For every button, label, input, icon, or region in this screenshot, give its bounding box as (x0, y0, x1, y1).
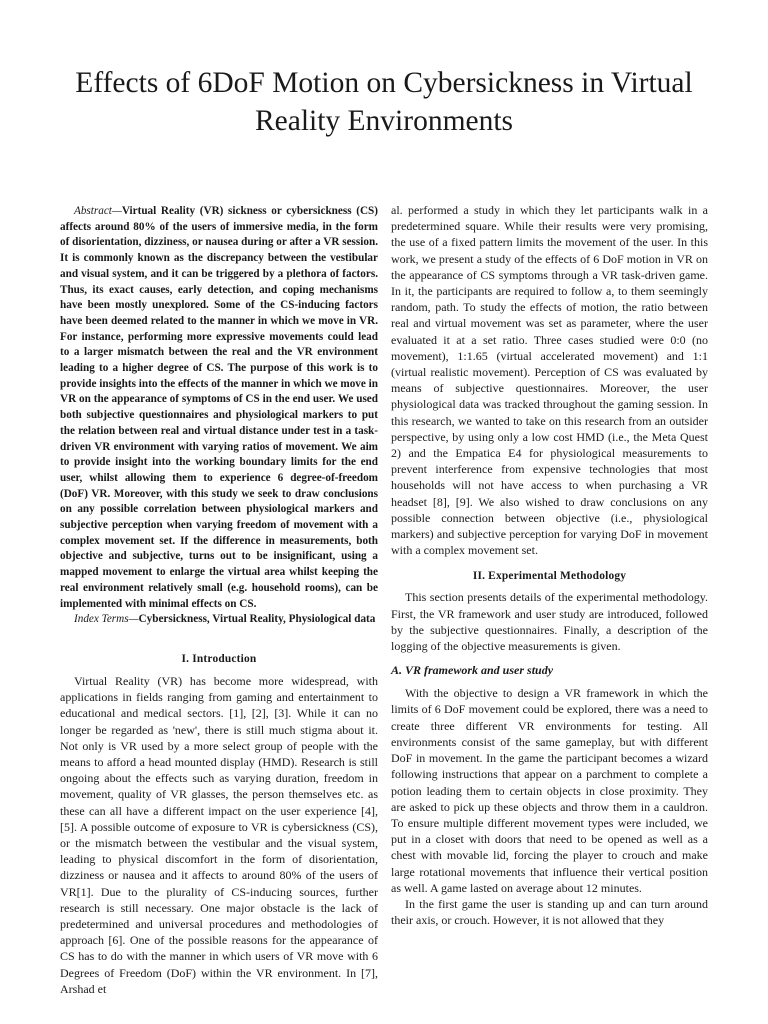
abstract (60, 204, 378, 612)
intro-paragraph: Virtual Reality (VR) has become more widespread, with applications in fields ranging from gaming and entertainment to educational and medical sectors. [1], [2], [3]. While it can no longer be regarded as 'new', there is still much stigma about it. Not only is VR used by a more select group of people with the means to afford a head mounted display (HMD). Research is still ongoing about the effects such as varying duration, freedom in movement, quality of VR glasses, the person themselves etc. as these can all have a different impact on the user experience [4], [5]. A possible outcome of exposure to VR is cybersickness (CS), or the mismatch between the vestibular and the visual system, leading to physical discomfort in the form of disorientation, dizziness or nausea and it affects to around 80% of the users of VR[1]. Due to the plurality of CS-inducing sources, further research is still necessary. One major obstacle is the lack of predetermined and universal procedures and methodologies of approach [6]. One of the possible reasons for the appearance of CS has to do with the manner in which users of VR move with 6 Degrees of Freedom (DoF) within the VR environment. In [7], Arshad et (60, 673, 378, 996)
subsection-a-heading: A. VR framework and user study (391, 663, 554, 678)
left-column (60, 204, 378, 997)
paper-title: Effects of 6DoF Motion on Cybersickness in Virtual Reality Environments (75, 67, 693, 137)
abstract-text: Virtual Reality (VR) sickness or cybersickness (CS) affects around 80% of the users of immersive media, in the form of disorientation, dizziness, or nausea during or after a VR session. It is commonly known as the discrepancy between the vestibular and visual system, and it can be triggered by a plethora of factors. Thus, its exact causes, early detection, and coping mechanisms have been mostly unexplored. Some of the CS-inducing factors have been deemed related to the manner in which we move in VR. For instance, performing more expressive movements could lead to a larger mismatch between the real and the VR environment leading to a higher degree of CS. The purpose of this work is to provide insights into the effects of the manner in which we move in VR on the appearance of symptoms of CS in the end user. We used both subjective questionnaires and physiological markers to put the relation between real and virtual distance under test in a task-driven VR environment with varying ratios of movement. We aim to provide insight into the working boundary limits for the end user, whilst allowing them to experience 6 degree-of-freedom (DoF) VR. Moreover, with this study we seek to draw conclusions on any possible correlation between physiological markers and subjective perception when varying freedom of movement with a complex movement set. If the difference in measurements, both objective and subjective, turns out to be insignificant, using a mapped movement to enlarge the virtual area whilst keeping the real environment relatively small (e.g. household rooms), can be implemented with minimal effects on CS. (60, 205, 378, 610)
right-column (391, 202, 708, 928)
index-terms-text: Cybersickness, Virtual Reality, Physiological data (138, 613, 376, 626)
method-heading: II. Experimental Methodology (472, 570, 627, 583)
index-terms (60, 612, 378, 628)
subsection-a-paragraph-2: In the first game the user is standing up and can turn around their axis, or crouch. However, it is not allowed that they (391, 896, 708, 928)
method-paragraph: This section presents details of the experimental methodology. First, the VR framework and user study are introduced, followed by the subjective questionnaires. Finally, a description of the logging of the objective measurements is given. (391, 590, 708, 654)
subsection-a-paragraph-1: With the objective to design a VR framework in which the limits of 6 DoF movement could be explored, there was a need to create three different VR environments for testing. All environments consist of the same gameplay, but with different DoF in movement. In the game the participant becomes a wizard following instructions that appear on a parchment to complete a potion leading them to certain objects in close proximity. They are asked to pick up these objects and throw them in a cauldron. To ensure multiple different movement types were included, we put in a closet with doors that need to be opened as well as a chest with movable lid, forcing the player to crouch and make large rotational movements that influence their vertical position as well. A game lasted on average about 12 minutes. (391, 686, 708, 895)
intro-heading: I. Introduction (181, 652, 257, 665)
intro-paragraph-continued: al. performed a study in which they let participants walk in a predetermined square. While their results were very promising, the use of a fixed pattern limits the movement of the user. In this work, we present a study of the effects of 6 DoF motion in VR on the appearance of CS symptoms through a VR task-driven game. In it, the participants are required to follow a, to them seemingly random, path. To study the effects of motion, the ratio between real and virtual movement was set as parameter, where the user evaluated it at a set ratio. Three cases studied were 0:0 (no movement), 1:1.65 (virtual accelerated movement) and 1:1 (virtual realistic movement). Perception of CS was evaluated by means of subjective questionnaires. Moreover, the user physiological data was tracked throughout the gaming session. In this research, we wanted to take on this research from an outsider perspective, by using only a low cost HMD (i.e., the Meta Quest 2) and the Empatica E4 for physiological measurements to prevent interference from expensive technologies that most households will not have access to when purchasing a VR headset [8], [9]. We also wished to draw conclusions on any possible connection between objective (i.e., physiological markers) and subjective perception for varying DoF in movement with a complex movement set. (391, 203, 708, 558)
index-terms-lead: Index Terms— (74, 613, 139, 626)
abstract-lead: Abstract— (74, 205, 122, 217)
